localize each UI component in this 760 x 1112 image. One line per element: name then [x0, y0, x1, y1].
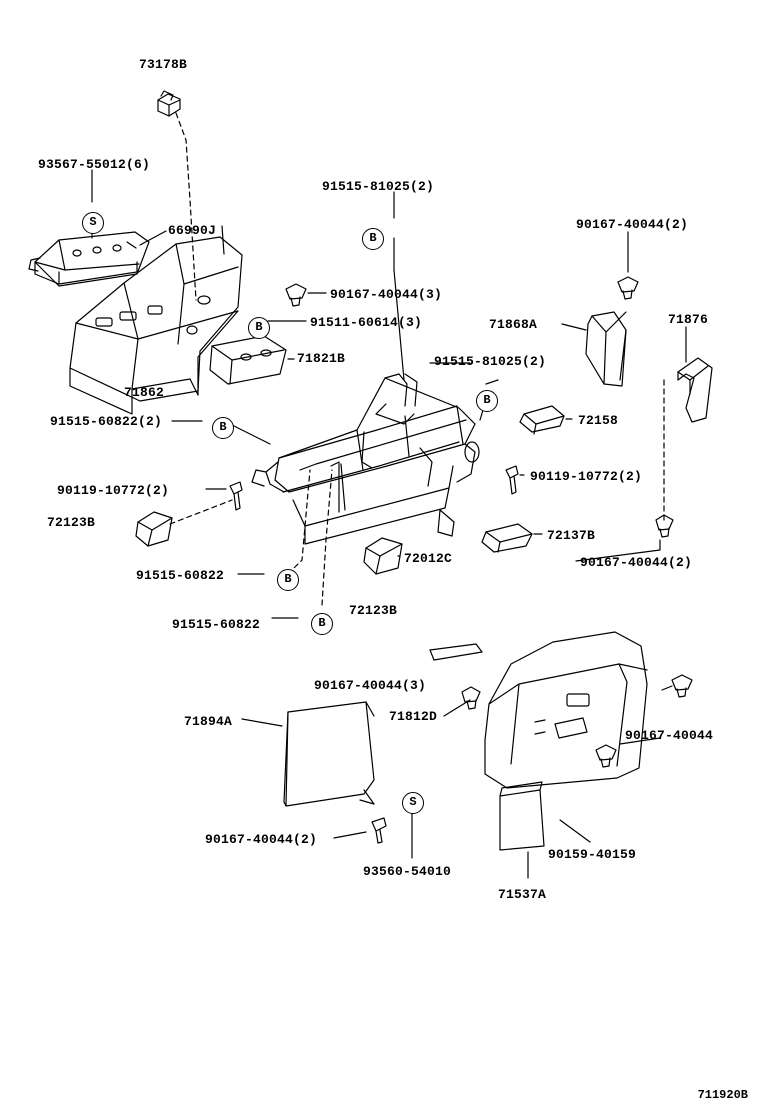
part-label-93560-54010: 93560-54010 — [363, 864, 452, 879]
part-label-66990J: 66990J — [168, 223, 217, 238]
part-label-90167-40044-2-right: 90167-40044(2) — [580, 555, 693, 570]
part-73178B — [158, 91, 180, 116]
part-72123B-center — [364, 538, 402, 574]
clip-90167-40044-lower-right — [596, 745, 616, 767]
part-label-91515-81025-top: 91515-81025(2) — [322, 179, 435, 194]
callout-b-5: B — [277, 569, 299, 591]
part-label-72123B-left: 72123B — [47, 515, 96, 530]
part-label-71862: 71862 — [124, 385, 165, 400]
part-72137B — [482, 524, 532, 552]
part-71876 — [678, 358, 712, 422]
callout-s-2: S — [402, 792, 424, 814]
part-label-90119-10772-left: 90119-10772(2) — [57, 483, 170, 498]
part-label-91515-60822-2: 91515-60822(2) — [50, 414, 163, 429]
part-label-90159-40159: 90159-40159 — [548, 847, 637, 862]
part-label-90167-40044-2-bottom: 90167-40044(2) — [205, 832, 318, 847]
bolt-90119-10772-left — [230, 482, 242, 510]
part-72158 — [520, 406, 564, 434]
part-label-91511-60614: 91511-60614(3) — [310, 315, 423, 330]
part-label-90167-40044-3: 90167-40044(3) — [330, 287, 443, 302]
part-label-72137B: 72137B — [547, 528, 596, 543]
callout-b-4: B — [212, 417, 234, 439]
callout-b-3: B — [476, 390, 498, 412]
bolt-90119-10772-right — [506, 466, 518, 494]
part-72123B-left — [136, 512, 172, 546]
part-71868A — [586, 312, 626, 386]
callout-s-1: S — [82, 212, 104, 234]
clip-90167-40044-3 — [286, 284, 306, 306]
callout-b-2: B — [248, 317, 270, 339]
part-label-90119-10772-right: 90119-10772(2) — [530, 469, 643, 484]
part-label-71821B: 71821B — [297, 351, 346, 366]
callout-b-6: B — [311, 613, 333, 635]
part-label-71868A: 71868A — [489, 317, 538, 332]
clip-90167-40044-3-lower — [462, 687, 480, 709]
part-label-71812D: 71812D — [389, 709, 438, 724]
part-label-90167-40044-right: 90167-40044 — [625, 728, 714, 743]
part-label-71537A: 71537A — [498, 887, 547, 902]
part-label-93567-55012: 93567-55012(6) — [38, 157, 151, 172]
part-71821B — [210, 336, 286, 384]
part-label-91515-60822-b: 91515-60822 — [172, 617, 261, 632]
part-label-72012C: 72012C — [404, 551, 453, 566]
part-label-91515-60822-a: 91515-60822 — [136, 568, 225, 583]
part-71537A — [500, 782, 544, 878]
part-label-90167-40044-top: 90167-40044(2) — [576, 217, 689, 232]
screw-90167-40044-2 — [372, 818, 386, 843]
part-72012C — [252, 374, 479, 544]
part-label-71876: 71876 — [668, 312, 709, 327]
clip-90167-40044-right — [618, 277, 638, 299]
part-71812D — [485, 632, 647, 788]
part-label-72158: 72158 — [578, 413, 619, 428]
part-label-72123B-center: 72123B — [349, 603, 398, 618]
callout-b-1: B — [362, 228, 384, 250]
clip-90167-40044-upper-right — [672, 675, 692, 697]
part-71894A — [284, 702, 374, 806]
figure-code: 711920B — [697, 1088, 748, 1102]
part-label-91515-81025-mid: 91515-81025(2) — [434, 354, 547, 369]
part-label-90167-40044-3-lower: 90167-40044(3) — [314, 678, 427, 693]
part-label-73178B: 73178B — [139, 57, 188, 72]
part-label-71894A: 71894A — [184, 714, 233, 729]
